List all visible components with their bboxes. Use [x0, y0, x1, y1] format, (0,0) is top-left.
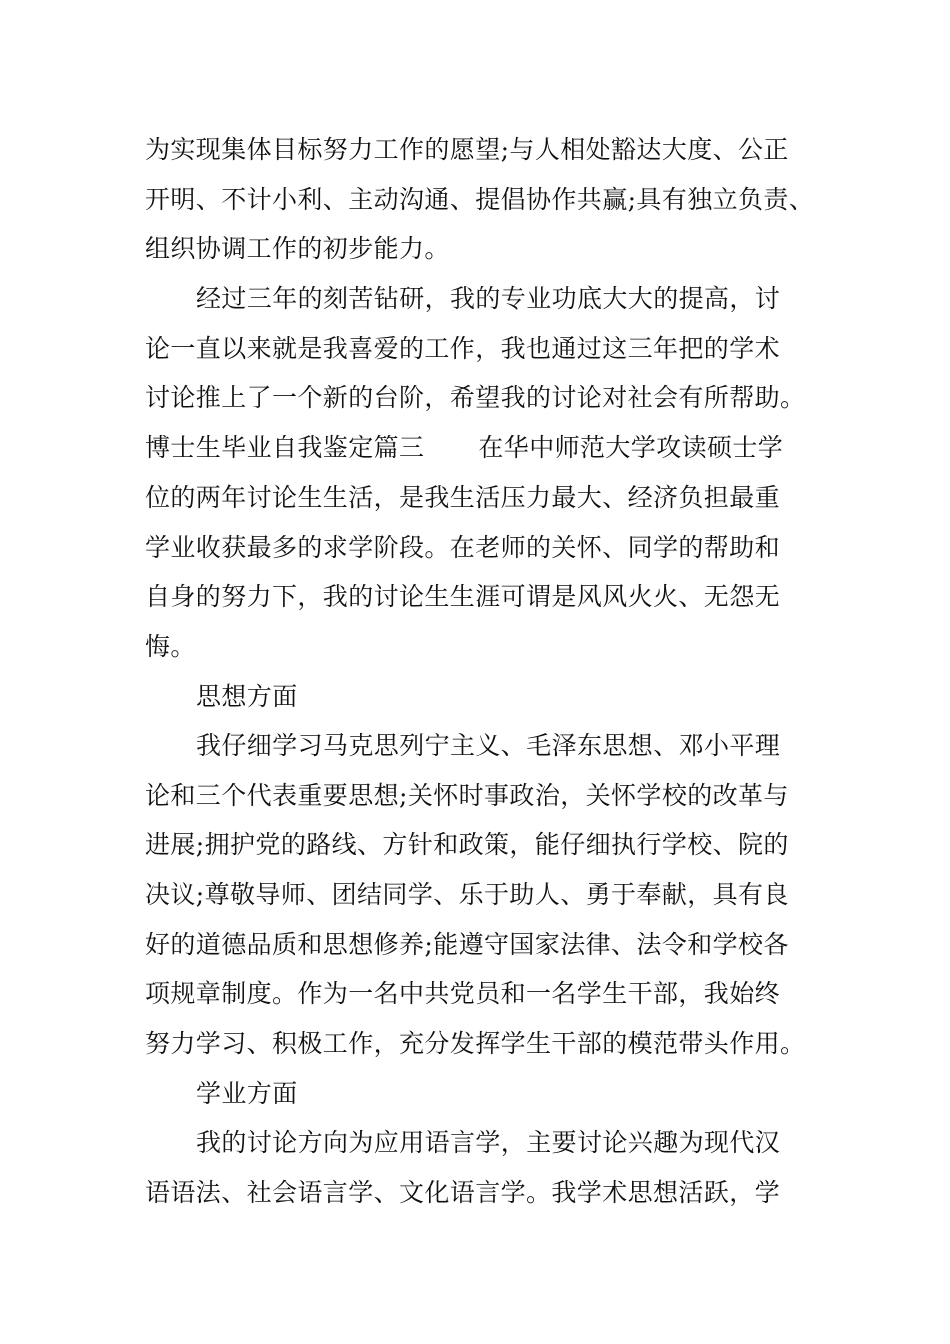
paragraph-line: 好的道德品质和思想修养;能遵守国家法律、法令和学校各 [145, 930, 789, 959]
paragraph-line: 自身的努力下，我的讨论生生涯可谓是风风火火、无怨无 [145, 582, 781, 611]
paragraph-line: 进展;拥护党的路线、方针和政策，能仔细执行学校、院的 [145, 830, 789, 859]
paragraph-line: 经过三年的刻苦钻研，我的专业功底大大的提高，讨 [196, 284, 781, 313]
paragraph-text: 在华中师范大学攻读硕士学 [478, 433, 784, 462]
paragraph-line: 讨论推上了一个新的台阶，希望我的讨论对社会有所帮助。 [145, 383, 806, 412]
paragraph-line: 决议;尊敬导师、团结同学、乐于助人、勇于奉献，具有良 [145, 880, 789, 909]
paragraph-line: 项规章制度。作为一名中共党员和一名学生干部，我始终 [145, 979, 781, 1008]
paragraph-line: 开明、不计小利、主动沟通、提倡协作共赢;具有独立负责、 [145, 185, 815, 214]
paragraph-line: 为实现集体目标努力工作的愿望;与人相处豁达大度、公正 [145, 135, 789, 164]
paragraph-line: 论和三个代表重要思想;关怀时事政治，关怀学校的改革与 [145, 781, 789, 810]
paragraph-line: 论一直以来就是我喜爱的工作，我也通过这三年把的学术 [145, 334, 781, 363]
paragraph-line: 位的两年讨论生生活，是我生活压力最大、经济负担最重 [145, 483, 781, 512]
paragraph-line: 语语法、社会语言学、文化语言学。我学术思想活跃，学 [145, 1178, 781, 1207]
section-heading-line [145, 432, 835, 464]
paragraph-line: 努力学习、积极工作，充分发挥学生干部的模范带头作用。 [145, 1029, 806, 1058]
paragraph-line: 我的讨论方向为应用语言学，主要讨论兴趣为现代汉 [196, 1128, 781, 1157]
paragraph-line: 我仔细学习马克思列宁主义、毛泽东思想、邓小平理 [196, 731, 781, 760]
subheading: 思想方面 [196, 682, 298, 711]
paragraph-line: 组织协调工作的初步能力。 [145, 234, 450, 263]
section-title: 博士生毕业自我鉴定篇三 [145, 433, 425, 462]
subheading: 学业方面 [196, 1079, 298, 1108]
paragraph-line: 悔。 [145, 632, 196, 661]
paragraph-line: 学业收获最多的求学阶段。在老师的关怀、同学的帮助和 [145, 533, 781, 562]
